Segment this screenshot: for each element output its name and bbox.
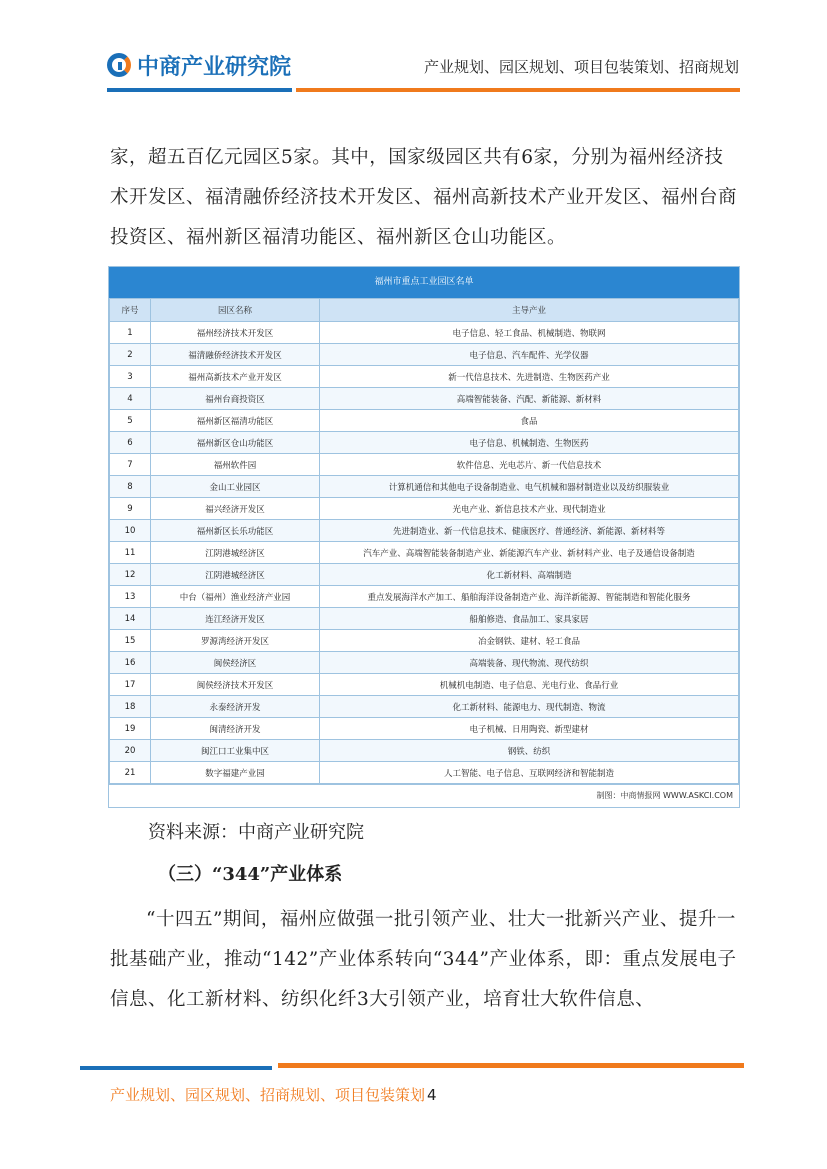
cell-industry: 高端装备、现代物流、现代纺织 bbox=[320, 652, 739, 674]
table-row bbox=[110, 542, 739, 564]
cell-number: 10 bbox=[110, 520, 151, 542]
cell-park-name: 福兴经济开发区 bbox=[151, 498, 320, 520]
cell-industry: 食品 bbox=[320, 410, 739, 432]
table-row bbox=[110, 740, 739, 762]
col-header-park-name: 园区名称 bbox=[151, 299, 320, 322]
cell-number: 7 bbox=[110, 454, 151, 476]
cell-park-name: 数字福建产业园 bbox=[151, 762, 320, 784]
table-grid bbox=[109, 298, 739, 784]
cell-park-name: 福州新区福清功能区 bbox=[151, 410, 320, 432]
table-row bbox=[110, 696, 739, 718]
footer-divider-orange bbox=[278, 1063, 744, 1068]
cell-park-name: 福州高新技术产业开发区 bbox=[151, 366, 320, 388]
table-row bbox=[110, 410, 739, 432]
cell-park-name: 福州新区仓山功能区 bbox=[151, 432, 320, 454]
cell-park-name: 福州经济技术开发区 bbox=[151, 322, 320, 344]
table-row bbox=[110, 454, 739, 476]
table-row bbox=[110, 718, 739, 740]
table-row bbox=[110, 762, 739, 784]
cell-park-name: 闽侯经济技术开发区 bbox=[151, 674, 320, 696]
table-row bbox=[110, 608, 739, 630]
cell-number: 2 bbox=[110, 344, 151, 366]
cell-park-name: 连江经济开发区 bbox=[151, 608, 320, 630]
page-number: 4 bbox=[427, 1086, 437, 1104]
footer bbox=[110, 1084, 437, 1105]
table-row bbox=[110, 520, 739, 542]
header-tagline: 产业规划、园区规划、项目包装策划、招商规划 bbox=[423, 58, 739, 76]
cell-industry: 电子信息、汽车配件、光学仪器 bbox=[320, 344, 739, 366]
cell-industry: 人工智能、电子信息、互联网经济和智能制造 bbox=[320, 762, 739, 784]
cell-industry: 光电产业、新信息技术产业、现代制造业 bbox=[320, 498, 739, 520]
header-divider-blue bbox=[107, 88, 292, 92]
cell-park-name: 江阴港城经济区 bbox=[151, 542, 320, 564]
cell-industry: 新一代信息技术、先进制造、生物医药产业 bbox=[320, 366, 739, 388]
cell-industry: 电子机械、日用陶瓷、新型建材 bbox=[320, 718, 739, 740]
cell-industry: 高端智能装备、汽配、新能源、新材料 bbox=[320, 388, 739, 410]
col-header-number: 序号 bbox=[110, 299, 151, 322]
footer-text: 产业规划、园区规划、招商规划、项目包装策划 bbox=[110, 1086, 426, 1104]
table-row bbox=[110, 630, 739, 652]
table-row bbox=[110, 674, 739, 696]
cell-number: 17 bbox=[110, 674, 151, 696]
cell-number: 1 bbox=[110, 322, 151, 344]
cell-park-name: 闽江口工业集中区 bbox=[151, 740, 320, 762]
table-row bbox=[110, 388, 739, 410]
cell-park-name: 江阴港城经济区 bbox=[151, 564, 320, 586]
table-row bbox=[110, 652, 739, 674]
cell-park-name: 福州台商投资区 bbox=[151, 388, 320, 410]
source-note: 资料来源：中商产业研究院 bbox=[148, 822, 364, 843]
table-body bbox=[110, 322, 739, 784]
cell-number: 19 bbox=[110, 718, 151, 740]
cell-number: 6 bbox=[110, 432, 151, 454]
cell-number: 9 bbox=[110, 498, 151, 520]
table-header-row bbox=[110, 299, 739, 322]
cell-industry: 电子信息、轻工食品、机械制造、物联网 bbox=[320, 322, 739, 344]
table-row bbox=[110, 344, 739, 366]
cell-industry: 化工新材料、高端制造 bbox=[320, 564, 739, 586]
cell-park-name: 福州软件园 bbox=[151, 454, 320, 476]
cell-park-name: 闽清经济开发 bbox=[151, 718, 320, 740]
cell-number: 21 bbox=[110, 762, 151, 784]
cell-number: 3 bbox=[110, 366, 151, 388]
cell-number: 11 bbox=[110, 542, 151, 564]
cell-park-name: 福州新区长乐功能区 bbox=[151, 520, 320, 542]
table-row bbox=[110, 322, 739, 344]
logo-text: 中商产业研究院 bbox=[137, 54, 292, 80]
cell-park-name: 罗源湾经济开发区 bbox=[151, 630, 320, 652]
cell-industry: 重点发展海洋水产加工、船舶海洋设备制造产业、海洋新能源、智能制造和智能化服务 bbox=[320, 586, 739, 608]
footer-divider-blue bbox=[80, 1066, 272, 1070]
cell-industry: 计算机通信和其他电子设备制造业、电气机械和器材制造业以及纺织服装业 bbox=[320, 476, 739, 498]
cell-park-name: 中台（福州）渔业经济产业园 bbox=[151, 586, 320, 608]
cell-industry: 电子信息、机械制造、生物医药 bbox=[320, 432, 739, 454]
cell-industry: 冶金钢铁、建材、轻工食品 bbox=[320, 630, 739, 652]
table-source: 制图：中商情报网 WWW.ASKCI.COM bbox=[109, 784, 739, 807]
table-row bbox=[110, 432, 739, 454]
table-row bbox=[110, 564, 739, 586]
park-table bbox=[108, 266, 740, 808]
cell-industry: 钢铁、纺织 bbox=[320, 740, 739, 762]
table-row bbox=[110, 586, 739, 608]
table-row bbox=[110, 366, 739, 388]
cell-number: 16 bbox=[110, 652, 151, 674]
header-divider-orange bbox=[296, 88, 740, 92]
cell-park-name: 福清融侨经济技术开发区 bbox=[151, 344, 320, 366]
cell-number: 20 bbox=[110, 740, 151, 762]
table-row bbox=[110, 476, 739, 498]
paragraph-1: 家，超五百亿元园区5家。其中，国家级园区共有6家，分别为福州经济技术开发区、福清融侨经济技术开发区、福州高新技术产业开发区、福州台商投资区、福州新区福清功能区、福州新区仓山功能区。 bbox=[110, 147, 738, 248]
cell-number: 18 bbox=[110, 696, 151, 718]
section-heading: （三）“344”产业体系 bbox=[158, 864, 343, 885]
cell-number: 5 bbox=[110, 410, 151, 432]
cell-number: 15 bbox=[110, 630, 151, 652]
cell-number: 12 bbox=[110, 564, 151, 586]
cell-number: 13 bbox=[110, 586, 151, 608]
cell-industry: 汽车产业、高端智能装备制造产业、新能源汽车产业、新材料产业、电子及通信设备制造 bbox=[320, 542, 739, 564]
col-header-industry: 主导产业 bbox=[320, 299, 739, 322]
cell-number: 4 bbox=[110, 388, 151, 410]
paragraph-2: “十四五”期间，福州应做强一批引领产业、壮大一批新兴产业、提升一批基础产业，推动“142”产业体系转向“344”产业体系，即：重点发展电子信息、化工新材料、纺织化纤3大引领产业，培育壮大软件信息、 bbox=[110, 909, 737, 1010]
cell-park-name: 金山工业园区 bbox=[151, 476, 320, 498]
logo-icon bbox=[107, 53, 131, 77]
cell-park-name: 永泰经济开发 bbox=[151, 696, 320, 718]
table-row bbox=[110, 498, 739, 520]
cell-number: 14 bbox=[110, 608, 151, 630]
cell-park-name: 闽侯经济区 bbox=[151, 652, 320, 674]
table-title: 福州市重点工业园区名单 bbox=[109, 267, 739, 298]
cell-industry: 机械机电制造、电子信息、光电行业、食品行业 bbox=[320, 674, 739, 696]
cell-industry: 船舶修造、食品加工、家具家居 bbox=[320, 608, 739, 630]
cell-number: 8 bbox=[110, 476, 151, 498]
cell-industry: 化工新材料、能源电力、现代制造、物流 bbox=[320, 696, 739, 718]
logo bbox=[107, 50, 291, 80]
cell-industry: 先进制造业、新一代信息技术、健康医疗、普通经济、新能源、新材料等 bbox=[320, 520, 739, 542]
cell-industry: 软件信息、光电芯片、新一代信息技术 bbox=[320, 454, 739, 476]
